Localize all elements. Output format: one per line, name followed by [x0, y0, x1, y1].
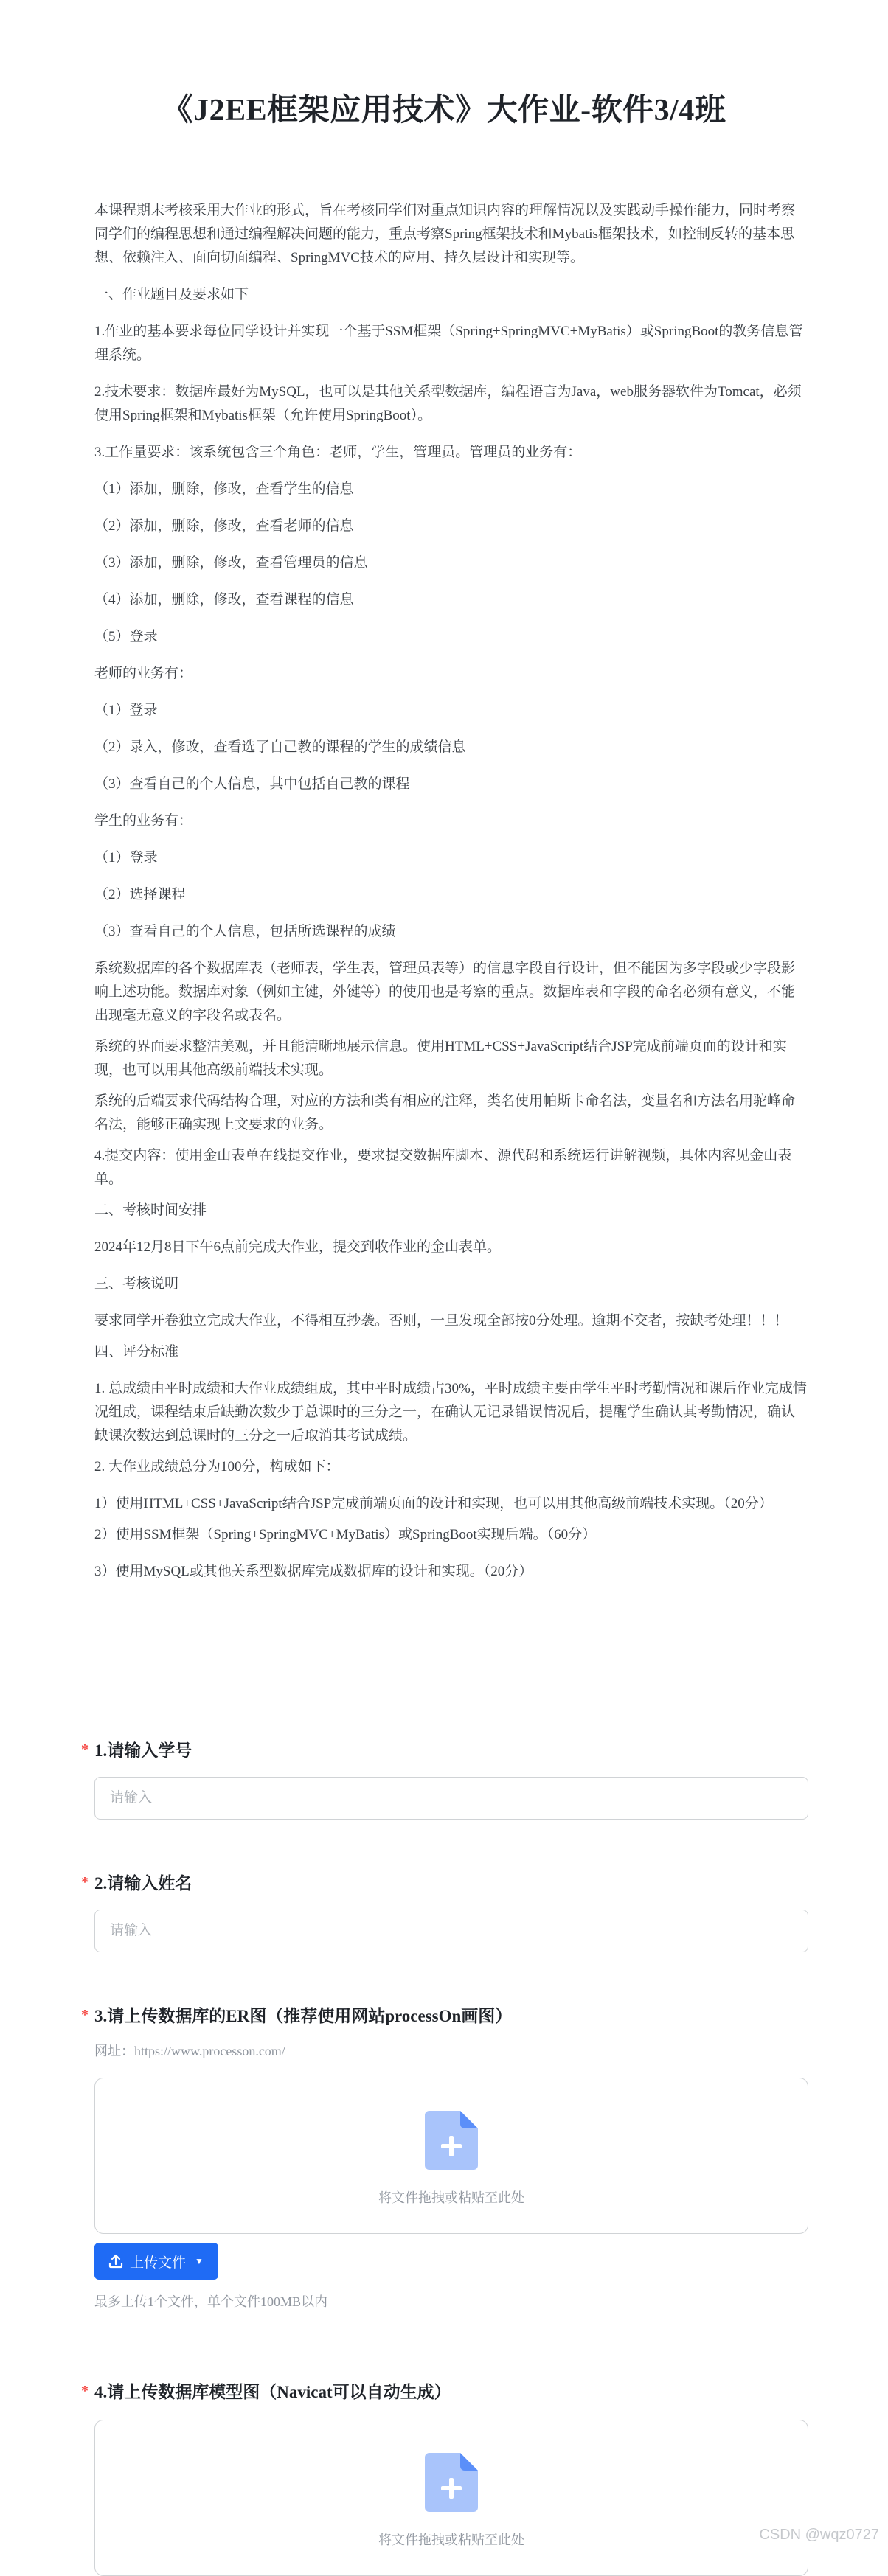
desc-paragraph: 三、考核说明 [94, 1276, 179, 1292]
question-label: 2.请输入姓名 [94, 1874, 192, 1893]
desc-paragraph: 四、评分标准 [94, 1344, 179, 1360]
desc-paragraph: （3）查看自己的个人信息，其中包括自己教的课程 [94, 776, 410, 792]
desc-paragraph: 系统数据库的各个数据库表（老师表，学生表，管理员表等）的信息字段自行设计，但不能因为多字段或少字段影响上述功能。数据库对象（例如主键，外键等）的使用也是考察的重点。数据库表和字段的命名必须有意义，不能出现毫无意义的字段名或表名。 [94, 961, 796, 1023]
desc-paragraph: 2. 大作业成绩总分为100分，构成如下： [94, 1459, 340, 1475]
question-hint: 网址：https://www.processon.com/ [94, 2044, 285, 2058]
question-label: 1.请输入学号 [94, 1741, 192, 1760]
question-label: 4.请上传数据库模型图（Navicat可以自动生成） [94, 2383, 451, 2401]
required-mark: * [81, 1874, 89, 1890]
desc-paragraph: （4）添加，删除，修改，查看课程的信息 [94, 592, 354, 608]
question-er-diagram [81, 2004, 811, 2311]
desc-paragraph: （3）查看自己的个人信息，包括所选课程的成绩 [94, 924, 396, 939]
desc-paragraph: 3）使用MySQL或其他关系型数据库完成数据库的设计和实现。（20分） [94, 1564, 533, 1579]
question-student-id [81, 1738, 811, 1820]
file-add-icon [425, 2111, 478, 2170]
question-title [81, 1871, 811, 1896]
upload-file-button[interactable] [94, 2243, 218, 2280]
question-db-model [81, 2380, 811, 2576]
required-mark: * [81, 1741, 89, 1758]
desc-paragraph: 一、作业题目及要求如下 [94, 287, 249, 302]
question-title [81, 2004, 811, 2029]
desc-paragraph: （2）录入，修改，查看选了自己教的课程的学生的成绩信息 [94, 739, 466, 755]
desc-paragraph: （3）添加，删除，修改，查看管理员的信息 [94, 555, 368, 571]
desc-paragraph: 系统的界面要求整洁美观，并且能清晰地展示信息。使用HTML+CSS+JavaScript结合JSP完成前端页面的设计和实现，也可以用其他高级前端技术实现。 [94, 1039, 787, 1078]
question-title [81, 2380, 811, 2405]
desc-paragraph: 本课程期末考核采用大作业的形式，旨在考核同学们对重点知识内容的理解情况以及实践动手操作能力，同时考察同学们的编程思想和通过编程解决问题的能力，重点考察Spring框架技术和Mybatis框架技术，如控制反转的基本思想、依赖注入、面向切面编程、SpringMVC技术的应用、持久层设计和实现等。 [94, 203, 796, 265]
desc-paragraph: 2.技术要求：数据库最好为MySQL，也可以是其他关系型数据库，编程语言为Java，web服务器软件为Tomcat，必须使用Spring框架和Mybatis框架（允许使用SpringBoot）。 [94, 384, 802, 423]
watermark: CSDN @wqz0727 [759, 2527, 879, 2543]
name-input[interactable] [94, 1910, 808, 1952]
desc-paragraph: （5）登录 [94, 629, 158, 644]
upload-icon [108, 2253, 124, 2269]
desc-paragraph: 要求同学开卷独立完成大作业，不得相互抄袭。否则，一旦发现全部按0分处理。逾期不交者，按缺考处理！！！ [94, 1313, 788, 1329]
question-title [81, 1738, 811, 1764]
desc-paragraph: 2024年12月8日下午6点前完成大作业，提交到收作业的金山表单。 [94, 1239, 502, 1255]
upload-button-label: 上传文件 [130, 2255, 187, 2271]
desc-paragraph: 1. 总成绩由平时成绩和大作业成绩组成，其中平时成绩占30%，平时成绩主要由学生平时考勤情况和课后作业完成情况组成，课程结束后缺勤次数少于总课时的三分之一，在确认无记录错误情况后，提醒学生确认其考勤情况，确认缺课次数达到总课时的三分之一后取消其考试成绩。 [94, 1381, 807, 1444]
desc-paragraph: （2）添加，删除，修改，查看老师的信息 [94, 518, 354, 534]
desc-paragraph: 1.作业的基本要求每位同学设计并实现一个基于SSM框架（Spring+SpringMVC+MyBatis）或SpringBoot的教务信息管理系统。 [94, 324, 803, 363]
desc-paragraph: 学生的业务有： [94, 813, 193, 829]
desc-paragraph: 二、考核时间安排 [94, 1202, 207, 1218]
caret-down-icon: ▼ [195, 2255, 204, 2266]
page-title: 《J2EE框架应用技术》大作业-软件3/4班 [162, 94, 726, 128]
drop-zone-text: 将文件拖拽或粘贴至此处 [378, 2190, 524, 2205]
desc-paragraph: 4.提交内容：使用金山表单在线提交作业，要求提交数据库脚本、源代码和系统运行讲解视频，具体内容见金山表单。 [94, 1148, 792, 1187]
file-drop-zone[interactable] [94, 2078, 808, 2234]
description [94, 199, 807, 1597]
drop-zone-text: 将文件拖拽或粘贴至此处 [378, 2533, 524, 2547]
desc-paragraph: （1）添加，删除，修改，查看学生的信息 [94, 481, 354, 497]
desc-paragraph: （1）登录 [94, 850, 158, 866]
question-label: 3.请上传数据库的ER图（推荐使用网站processOn画图） [94, 2007, 513, 2025]
required-mark: * [81, 2383, 89, 2399]
student-id-input[interactable] [94, 1777, 808, 1820]
file-add-icon [425, 2453, 478, 2512]
required-mark: * [81, 2007, 89, 2023]
desc-paragraph: 3.工作量要求：该系统包含三个角色：老师，学生，管理员。管理员的业务有： [94, 445, 582, 460]
file-drop-zone[interactable] [94, 2420, 808, 2576]
upload-limit-text: 最多上传1个文件，单个文件100MB以内 [94, 2294, 328, 2309]
desc-paragraph: 1）使用HTML+CSS+JavaScript结合JSP完成前端页面的设计和实现，也可以用其他高级前端技术实现。（20分） [94, 1496, 773, 1511]
desc-paragraph: （2）选择课程 [94, 887, 186, 902]
desc-paragraph: 老师的业务有： [94, 666, 193, 681]
question-name [81, 1871, 811, 1952]
desc-paragraph: （1）登录 [94, 703, 158, 718]
desc-paragraph: 系统的后端要求代码结构合理，对应的方法和类有相应的注释，类名使用帕斯卡命名法，变量名和方法名用驼峰命名法，能够正确实现上文要求的业务。 [94, 1093, 796, 1132]
desc-paragraph: 2）使用SSM框架（Spring+SpringMVC+MyBatis）或SpringBoot实现后端。（60分） [94, 1527, 597, 1542]
